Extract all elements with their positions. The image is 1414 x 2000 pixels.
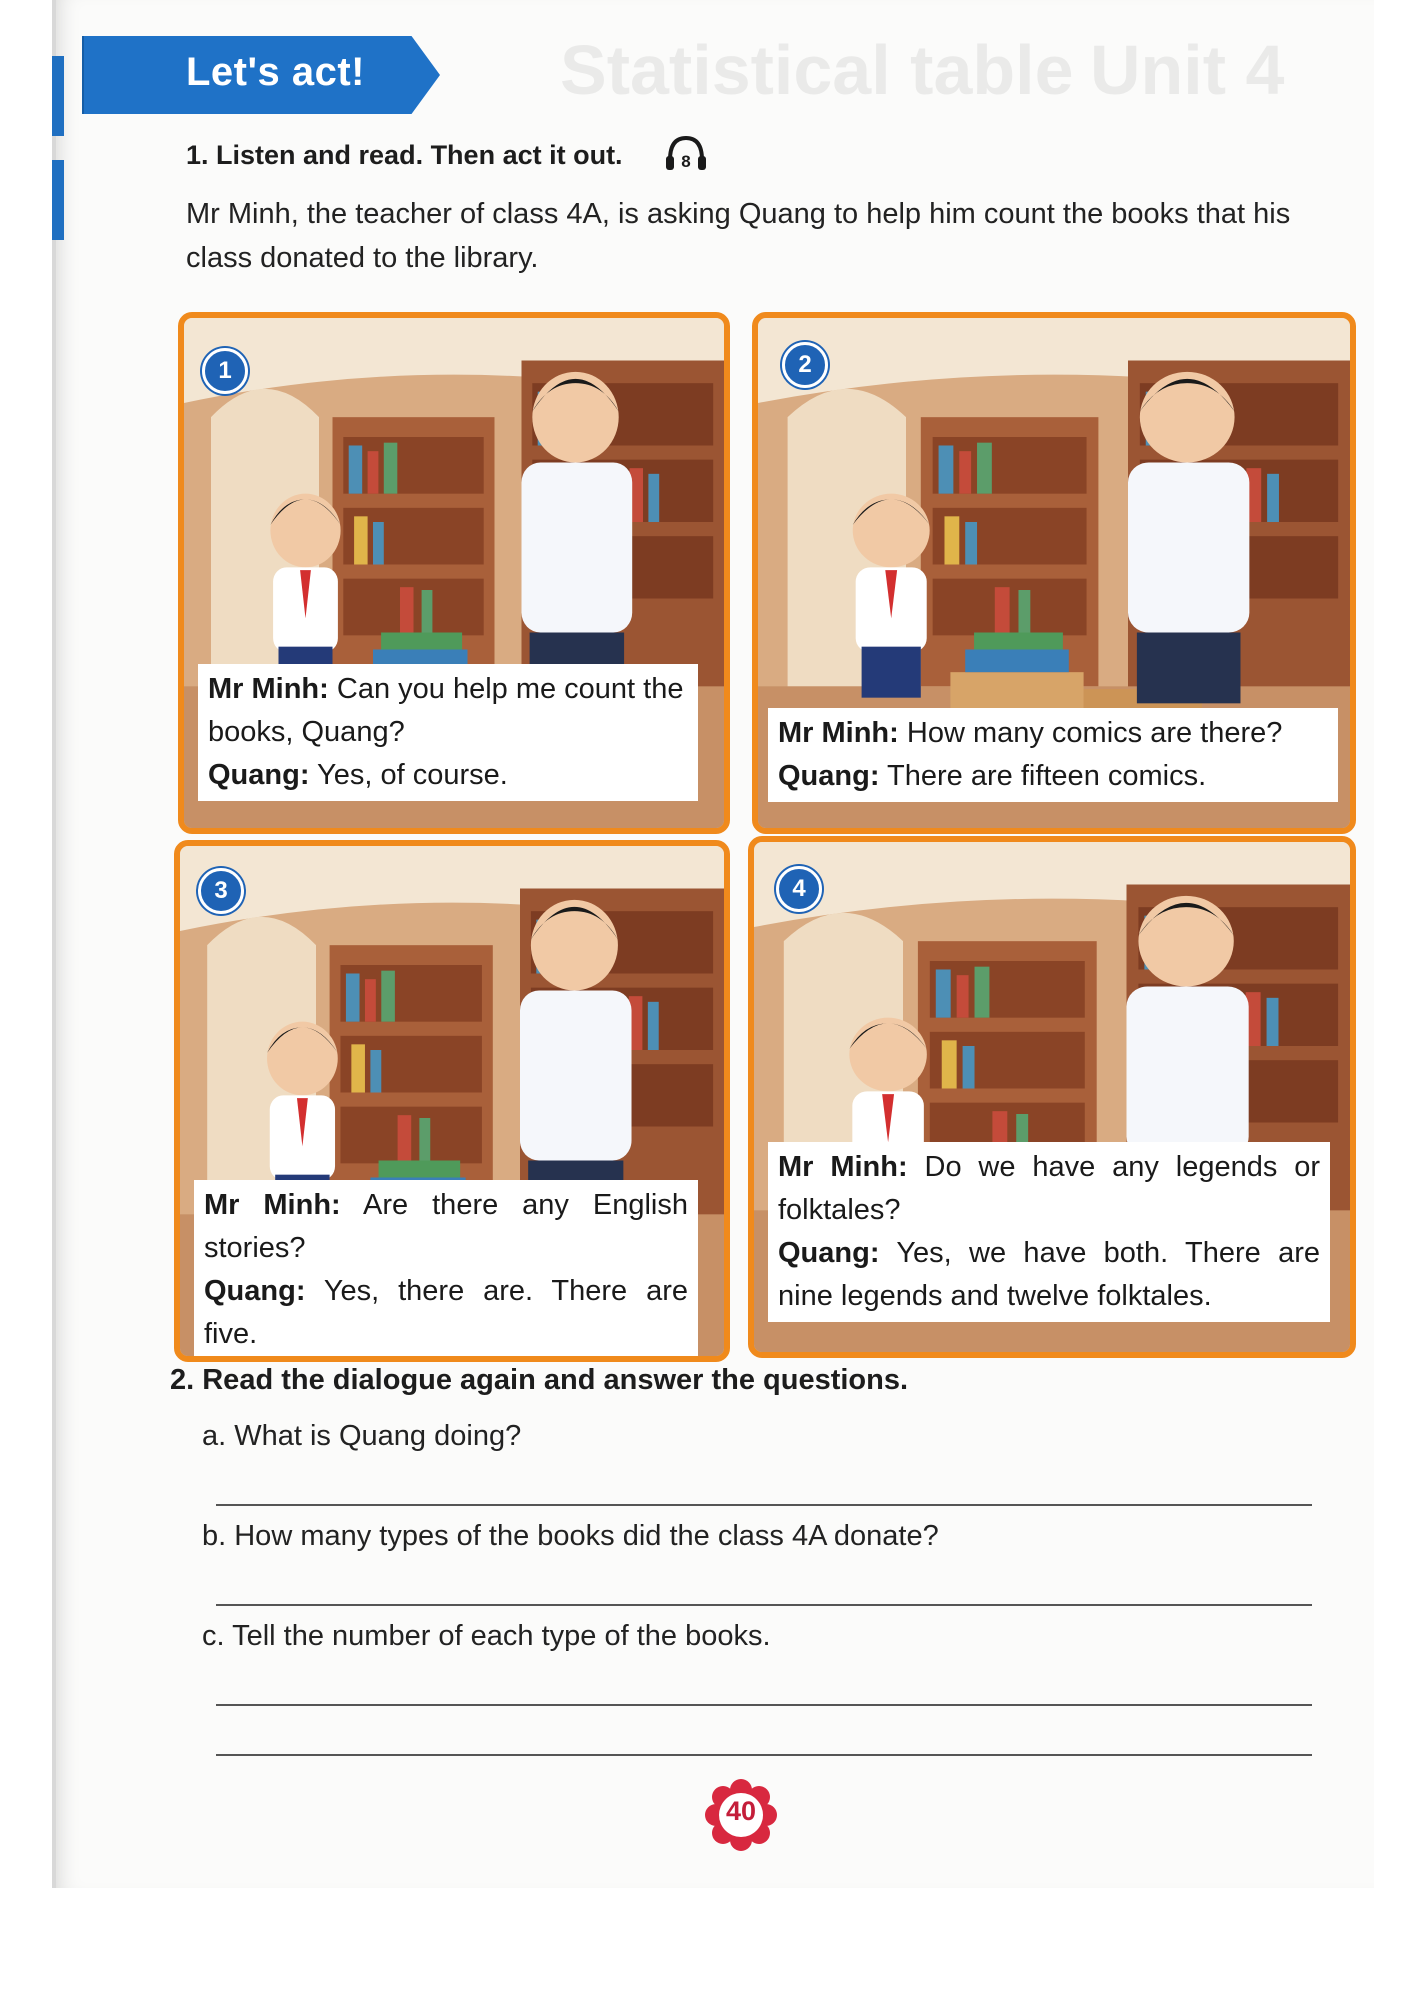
question-c: c. Tell the number of each type of the books. <box>202 1620 771 1652</box>
speaker-name: Mr Minh: <box>208 673 329 705</box>
comic-panel-4 <box>748 836 1356 1358</box>
speaker-name: Quang: <box>204 1275 306 1307</box>
dialogue-line: Yes, of course. <box>309 759 508 791</box>
panel-number-badge: 3 <box>198 868 244 914</box>
comic-panel-1 <box>178 312 730 834</box>
speaker-name: Mr Minh: <box>204 1189 341 1221</box>
answer-line-c2[interactable] <box>216 1754 1312 1756</box>
page-number: 40 <box>725 1796 757 1826</box>
speaker-name: Mr Minh: <box>778 1151 908 1183</box>
panel-caption <box>768 708 1338 802</box>
speaker-name: Quang: <box>208 759 310 791</box>
speaker-name: Mr Minh: <box>778 717 899 749</box>
question-a: a. What is Quang doing? <box>202 1420 522 1452</box>
question-b: b. How many types of the books did the class 4A donate? <box>202 1520 939 1552</box>
panel-number-badge: 1 <box>202 348 248 394</box>
comic-panel-3 <box>174 840 730 1362</box>
bleed-through-text: Unit 4 <box>1090 31 1285 109</box>
panel-caption <box>194 1180 698 1360</box>
panel-number-badge: 4 <box>776 866 822 912</box>
panel-caption <box>768 1142 1330 1322</box>
panel-number-badge: 2 <box>782 342 828 388</box>
exercise-1-intro: Mr Minh, the teacher of class 4A, is asking Quang to help him count the books that his class donated to the library. <box>186 198 1291 274</box>
page-edge-tab <box>52 56 64 136</box>
answer-line-a[interactable] <box>216 1504 1312 1506</box>
answer-line-b[interactable] <box>216 1604 1312 1606</box>
dialogue-line: Can you help me count the books, Quang? <box>208 673 684 748</box>
speaker-name: Quang: <box>778 1237 880 1269</box>
dialogue-line: There are fifteen comics. <box>879 760 1207 792</box>
comic-panel-2 <box>752 312 1356 834</box>
audio-track-number: 8 <box>681 152 691 171</box>
panel-caption <box>198 664 698 801</box>
exercise-2-instruction: 2. Read the dialogue again and answer the questions. <box>170 1364 909 1396</box>
dialogue-line: Do we have any legends or folktales? <box>778 1151 1320 1226</box>
bleed-through-text: Statistical table <box>560 31 1074 109</box>
headphones-icon[interactable] <box>662 132 710 174</box>
dialogue-line: Yes, there are. There are five. <box>204 1275 688 1350</box>
answer-line-c1[interactable] <box>216 1704 1312 1706</box>
dialogue-line: Are there any English stories? <box>204 1189 688 1264</box>
exercise-1-instruction: 1. Listen and read. Then act it out. <box>186 140 623 170</box>
speaker-name: Quang: <box>778 760 880 792</box>
dialogue-line: How many comics are there? <box>898 717 1283 749</box>
section-title: Let's act! <box>186 50 366 94</box>
page-edge-tab <box>52 160 64 240</box>
dialogue-line: Yes, we have both. There are nine legends and twelve folktales. <box>778 1237 1320 1312</box>
